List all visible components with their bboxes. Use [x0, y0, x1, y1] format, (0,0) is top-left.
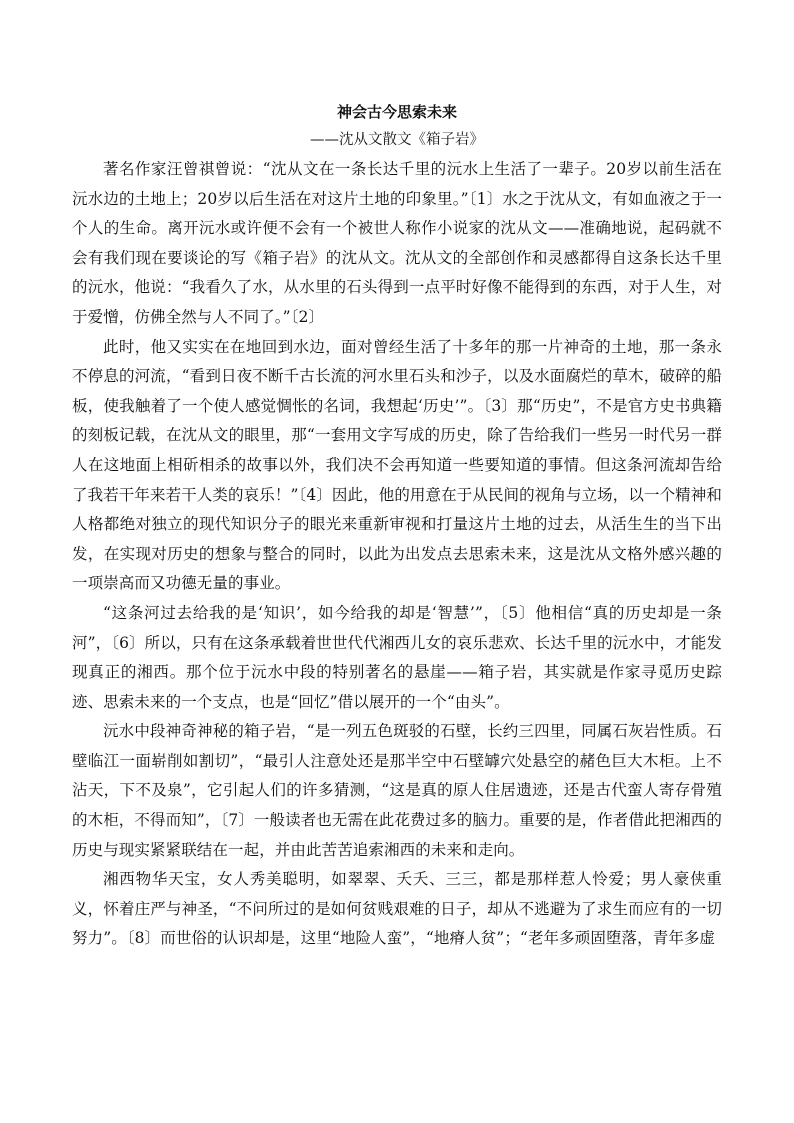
paragraph-4: 沅水中段神奇神秘的箱子岩，“是一列五色斑驳的石壁，长约三四里，同属石灰岩性质。石壁临江一面崭削如割切”，“最引人注意处还是那半空中石壁罅穴处悬空的赭色巨大木柜。上不沾天，下不及泉”，它引起人们的许多猜测，“这是真的原人住居遗迹，还是古代蛮人寄存骨殖的木柜，不得而知”，〔7〕一般读者也无需在此花费过多的脑力。重要的是，作者借此把湘西的历史与现实紧紧联结在一起，并由此苦苦追索湘西的未来和走向。	[72, 722, 722, 859]
paragraph-1: 著名作家汪曾祺曾说：“沈从文在一条长达千里的沅水上生活了一辈子。20岁以前生活在沅水边的土地上；20岁以后生活在对这片土地的印象里。”〔1〕水之于沈从文，有如血液之于一个人的生命。离开沅水或许便不会有一个被世人称作小说家的沈从文——准确地说，起码就不会有我们现在要谈论的写《箱子岩》的沈从文。沈从文的全部创作和灵感都得自这条长达千里的沅水，他说：“我看久了水，从水里的石头得到一点平时好像不能得到的东西，对于人生，对于爱憎，仿佛全然与人不同了。”〔2〕	[72, 160, 722, 326]
paragraph-5: 湘西物华天宝，女人秀美聪明，如翠翠、夭夭、三三，都是那样惹人怜爱；男人豪侠重义，怀着庄严与神圣，“不问所过的是如何贫贱艰难的日子，却从不逃避为了求生而应有的一切努力”。〔8〕而世俗的认识却是，这里“地险人蛮”，“地瘠人贫”；“老年多顽固堕落，青年多虚	[72, 870, 722, 948]
paragraph-2: 此时，他又实实在在地回到水边，面对曾经生活了十多年的那一片神奇的土地，那一条永不停息的河流，“看到日夜不断千古长流的河水里石头和沙子，以及水面腐烂的草木，破碎的船板，使我触着了一个使人感觉惆怅的名词，我想起‘历史’”。〔3〕那“历史”，不是官方史书典籍的刻板记载，在沈从文的眼里，那“一套用文字写成的历史，除了告给我们一些另一时代另一群人在这地面上相斫相杀的故事以外，我们决不会再知道一些要知道的事情。但这条河流却告给了我若干年来若干人类的哀乐！”〔4〕因此，他的用意在于从民间的视角与立场，以一个精神和人格都绝对独立的现代知识分子的眼光来重新审视和打量这片土地的过去，从活生生的当下出发，在实现对历史的想象与整合的同时，以此为出发点去思索未来，这是沈从文格外感兴趣的一项崇高而又功德无量的事业。	[72, 337, 722, 593]
article-title: 神会古今思索未来	[336, 103, 457, 121]
paragraph-3: “这条河过去给我的是‘知识’，如今给我的却是‘智慧’”，〔5〕他相信“真的历史却是一条河”，〔6〕所以，只有在这条承载着世世代代湘西儿女的哀乐悲欢、长达千里的沅水中，才能发现真正的湘西。那个位于沅水中段的特别著名的悬崖——箱子岩，其实就是作家寻觅历史踪迹、思索未来的一个支点，也是“回忆”借以展开的一个“由头”。	[72, 603, 722, 711]
article	[72, 100, 722, 954]
article-subtitle: ——沈从文散文《箱子岩》	[310, 132, 484, 148]
